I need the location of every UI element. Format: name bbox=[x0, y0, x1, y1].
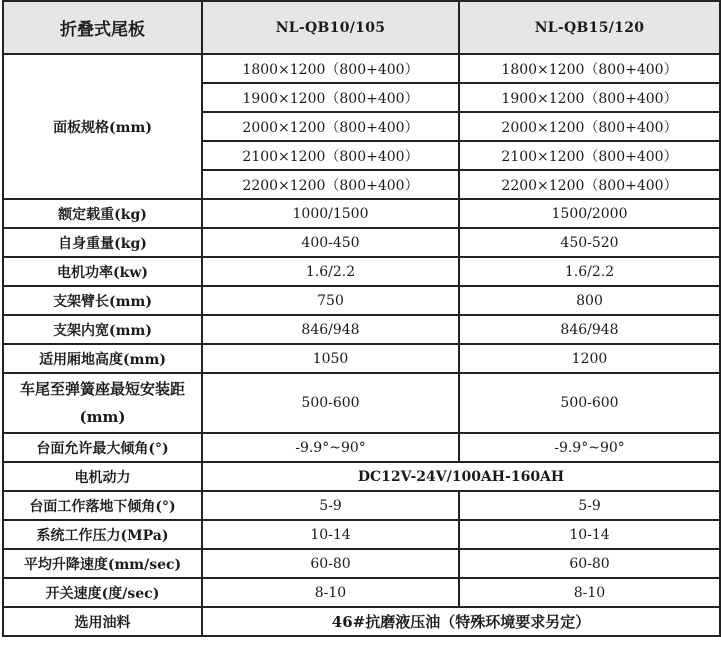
install-value-a: 500-600 bbox=[202, 373, 459, 433]
spec-row bbox=[3, 228, 720, 257]
spec-row bbox=[3, 520, 720, 549]
tilt-row bbox=[3, 433, 720, 462]
row-value-b: 1.6/2.2 bbox=[459, 257, 720, 286]
panel-size-b: 1900×1200（800+400） bbox=[459, 83, 720, 112]
motor-value: DC12V-24V/100AH-160AH bbox=[202, 462, 720, 491]
row-value-b: 800 bbox=[459, 286, 720, 315]
oil-row bbox=[3, 607, 720, 636]
header-row bbox=[3, 1, 720, 54]
row-label: 额定载重(kg) bbox=[3, 199, 202, 228]
header-label: 折叠式尾板 bbox=[3, 1, 202, 54]
panel-size-a: 1800×1200（800+400） bbox=[202, 54, 459, 83]
row-value-a: 846/948 bbox=[202, 315, 459, 344]
panel-size-a: 2200×1200（800+400） bbox=[202, 170, 459, 199]
panel-size-a: 2000×1200（800+400） bbox=[202, 112, 459, 141]
spec-row bbox=[3, 549, 720, 578]
spec-row bbox=[3, 199, 720, 228]
spec-table bbox=[2, 0, 721, 637]
row-value-a: 1000/1500 bbox=[202, 199, 459, 228]
header-model-a: NL-QB10/105 bbox=[202, 1, 459, 54]
row-value-b: 60-80 bbox=[459, 549, 720, 578]
tilt-label: 台面允许最大倾角(°) bbox=[3, 433, 202, 462]
install-row bbox=[3, 373, 720, 433]
spec-row bbox=[3, 286, 720, 315]
row-label: 支架内宽(mm) bbox=[3, 315, 202, 344]
row-value-b: 1500/2000 bbox=[459, 199, 720, 228]
panel-size-b: 2100×1200（800+400） bbox=[459, 141, 720, 170]
oil-value: 46#抗磨液压油（特殊环境要求另定） bbox=[202, 607, 720, 636]
row-value-b: 8-10 bbox=[459, 578, 720, 607]
install-value-b: 500-600 bbox=[459, 373, 720, 433]
motor-row bbox=[3, 462, 720, 491]
row-label: 支架臂长(mm) bbox=[3, 286, 202, 315]
row-value-a: 10-14 bbox=[202, 520, 459, 549]
install-label: 车尾至弹簧座最短安装距(mm) bbox=[3, 373, 202, 433]
panel-size-a: 2100×1200（800+400） bbox=[202, 141, 459, 170]
row-label: 平均升降速度(mm/sec) bbox=[3, 549, 202, 578]
row-value-b: 1200 bbox=[459, 344, 720, 373]
panel-size-a: 1900×1200（800+400） bbox=[202, 83, 459, 112]
panel-size-b: 1800×1200（800+400） bbox=[459, 54, 720, 83]
row-value-a: 1.6/2.2 bbox=[202, 257, 459, 286]
tilt-value-a: -9.9°~90° bbox=[202, 433, 459, 462]
oil-label: 选用油料 bbox=[3, 607, 202, 636]
spec-row bbox=[3, 578, 720, 607]
row-value-a: 60-80 bbox=[202, 549, 459, 578]
row-value-a: 5-9 bbox=[202, 491, 459, 520]
row-label: 台面工作落地下倾角(°) bbox=[3, 491, 202, 520]
row-label: 系统工作压力(MPa) bbox=[3, 520, 202, 549]
row-value-b: 846/948 bbox=[459, 315, 720, 344]
row-value-b: 450-520 bbox=[459, 228, 720, 257]
panel-label: 面板规格(mm) bbox=[3, 54, 202, 199]
row-value-a: 400-450 bbox=[202, 228, 459, 257]
row-label: 自身重量(kg) bbox=[3, 228, 202, 257]
motor-label: 电机动力 bbox=[3, 462, 202, 491]
spec-row bbox=[3, 491, 720, 520]
row-label: 电机功率(kw) bbox=[3, 257, 202, 286]
panel-size-b: 2200×1200（800+400） bbox=[459, 170, 720, 199]
row-label: 适用厢地高度(mm) bbox=[3, 344, 202, 373]
row-value-a: 8-10 bbox=[202, 578, 459, 607]
row-value-a: 1050 bbox=[202, 344, 459, 373]
panel-size-b: 2000×1200（800+400） bbox=[459, 112, 720, 141]
row-value-b: 10-14 bbox=[459, 520, 720, 549]
row-value-b: 5-9 bbox=[459, 491, 720, 520]
header-model-b: NL-QB15/120 bbox=[459, 1, 720, 54]
panel-row bbox=[3, 54, 720, 83]
spec-row bbox=[3, 315, 720, 344]
tilt-value-b: -9.9°~90° bbox=[459, 433, 720, 462]
row-label: 开关速度(度/sec) bbox=[3, 578, 202, 607]
spec-row bbox=[3, 344, 720, 373]
row-value-a: 750 bbox=[202, 286, 459, 315]
spec-row bbox=[3, 257, 720, 286]
